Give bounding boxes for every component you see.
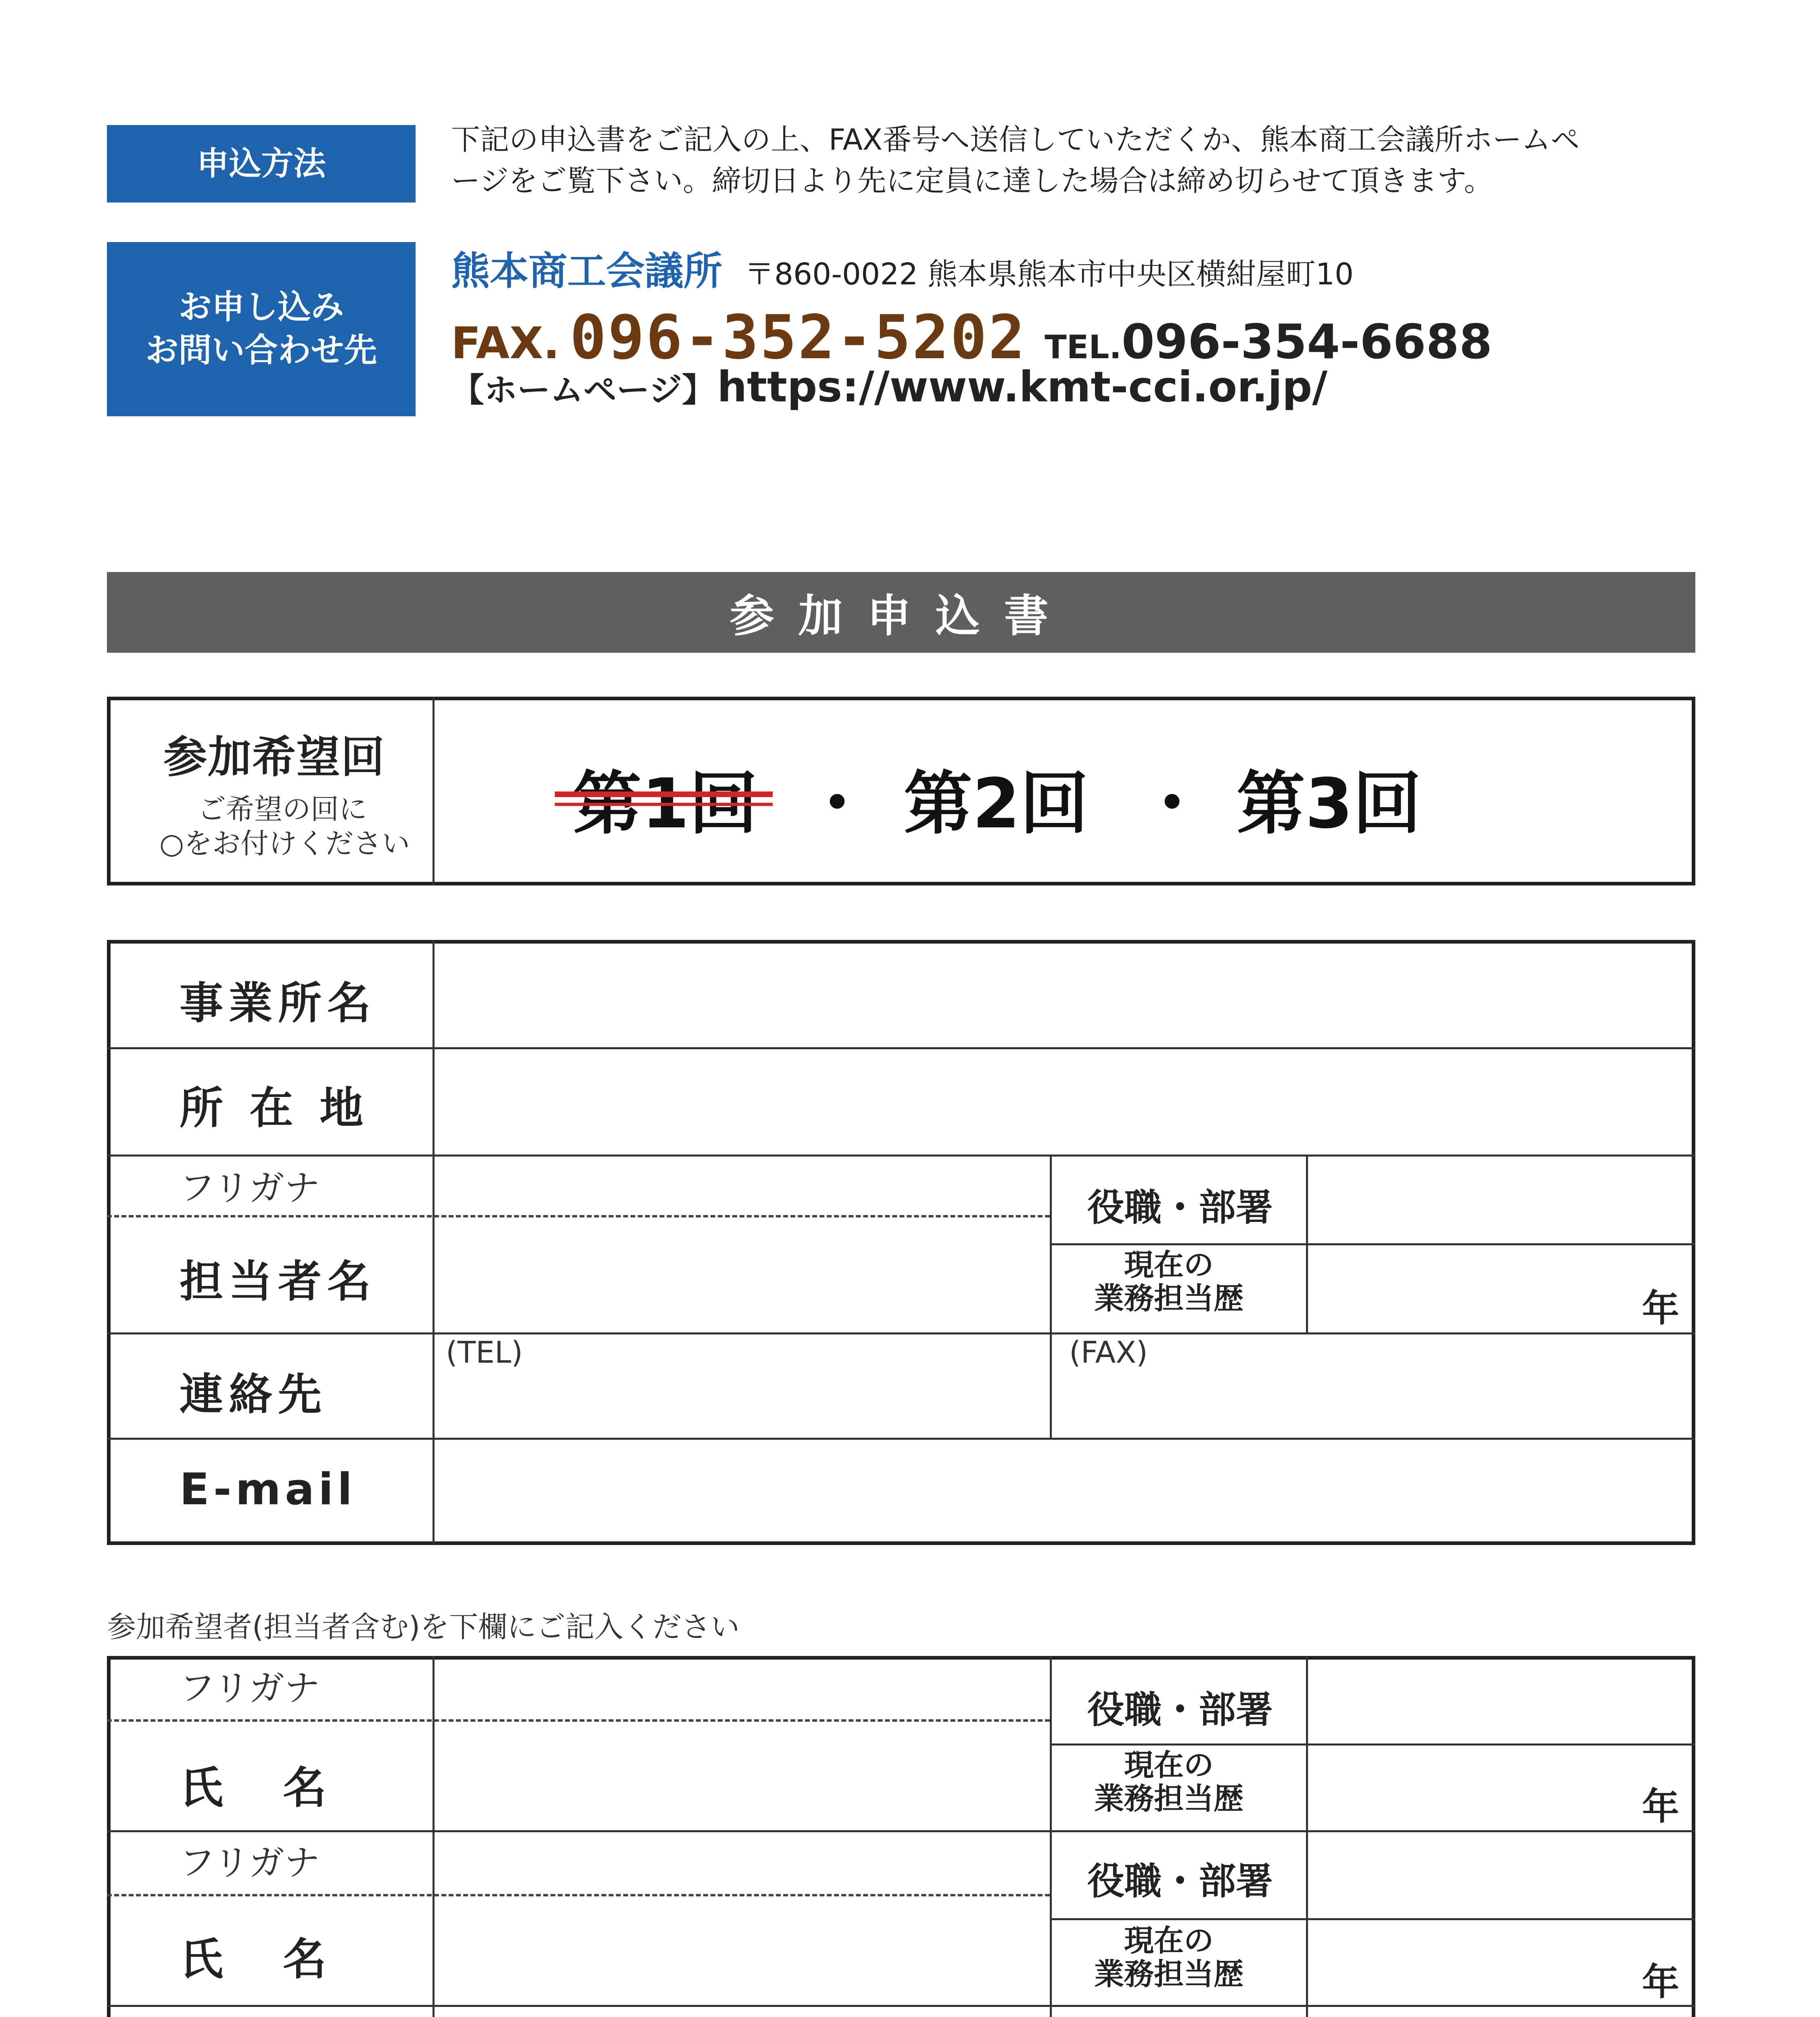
fax-prefix: FAX. [451, 318, 560, 369]
participant-2-name-input[interactable] [436, 1897, 1049, 2004]
participant-1-experience-label-2: 業務担当歴 [1094, 1781, 1243, 1816]
participant-1-name-input[interactable] [436, 1723, 1049, 1829]
participant-1-year-unit: 年 [1642, 1785, 1680, 1828]
person-position-label: 役職・部署 [1087, 1186, 1273, 1229]
email-input[interactable] [436, 1440, 1690, 1542]
person-furigana-dash [107, 1215, 1050, 1217]
contact-label: 連絡先 [180, 1370, 328, 1420]
participants-mid-divider [1050, 1656, 1052, 2017]
contact-label-line-1: お申し込み [178, 288, 344, 327]
location-input[interactable] [436, 1049, 1690, 1155]
session-option-3[interactable]: 第3回 [1237, 764, 1422, 844]
tel-number[interactable]: 096-354-6688 [1121, 314, 1492, 370]
location-label: 所 在 地 [180, 1083, 369, 1134]
homepage-url[interactable]: https://www.kmt-cci.or.jp/ [717, 362, 1328, 411]
method-text [451, 119, 1734, 201]
fax-input[interactable] [1053, 1335, 1690, 1438]
participant-3-furigana-label [180, 2011, 320, 2017]
participants-label-divider [433, 1656, 435, 2017]
person-position-input[interactable] [1309, 1157, 1690, 1242]
session-option-1[interactable] [573, 748, 758, 847]
homepage-label: 【ホームページ】 [451, 371, 715, 409]
session-divider [433, 697, 435, 885]
session-separator-2: ・ [1138, 764, 1207, 844]
person-experience-label [1094, 1249, 1243, 1315]
person-name-input[interactable] [436, 1218, 1049, 1332]
participant-1-dash [107, 1719, 1050, 1722]
contact-label-line-2: お問い合わせ先 [145, 331, 377, 370]
session-separator-1: ・ [803, 764, 872, 844]
person-experience-label-1: 現在の [1124, 1248, 1214, 1282]
participants-right-divider [1306, 1656, 1308, 2017]
participant-1-experience-label [1094, 1749, 1243, 1816]
participant-1-position-label: 役職・部署 [1087, 1688, 1273, 1731]
person-name-label: 担当者名 [180, 1257, 377, 1307]
org-address: 〒860-0022 熊本県熊本市中央区横紺屋町10 [744, 257, 1354, 292]
participant-3-position-input[interactable] [1309, 2008, 1690, 2017]
session-1-strikethrough-2 [555, 803, 773, 806]
session-hint-line-1: ご希望の回に [198, 793, 367, 826]
tel-input[interactable] [436, 1335, 1049, 1438]
participant-2-position-label: 役職・部署 [1087, 1860, 1273, 1903]
participant-row-line-2 [107, 2005, 1695, 2007]
row-line-3 [107, 1332, 1695, 1334]
participant-1-name-label: 氏 名 [180, 1763, 335, 1813]
method-text-line-2: ージをご覧下さい。締切日より先に定員に達した場合は締め切らせて頂きます。 [451, 164, 1493, 198]
email-label: E-mail [180, 1464, 357, 1515]
participant-2-year-unit: 年 [1642, 1961, 1680, 2004]
company-input[interactable] [436, 944, 1690, 1047]
homepage-line [451, 362, 1327, 411]
participant-2-position-input[interactable] [1309, 1833, 1690, 1917]
participant-3-furigana-input[interactable] [436, 2008, 1049, 2017]
method-label: 申込方法 [196, 145, 326, 182]
participant-1-position-input[interactable] [1309, 1659, 1690, 1743]
participant-1-experience-label-1: 現在の [1124, 1748, 1214, 1783]
session-option-2[interactable]: 第2回 [904, 764, 1089, 844]
participant-2-furigana-label: フリガナ [180, 1842, 320, 1883]
form-title: 参加申込書 [107, 572, 1695, 653]
method-text-line-1: 下記の申込書をご記入の上、FAX番号へ送信していただくか、熊本商工会議所ホームペ [451, 123, 1580, 157]
participant-2-experience-label-2: 業務担当歴 [1094, 1956, 1243, 1992]
person-furigana-input[interactable] [436, 1157, 1049, 1214]
participant-1-furigana-input[interactable] [436, 1659, 1049, 1717]
session-1-strikethrough [555, 791, 773, 797]
org-line [451, 240, 1354, 296]
person-furigana-label: フリガナ [180, 1167, 320, 1209]
contact-label-box [107, 242, 416, 416]
participant-2-right-line [1050, 1918, 1695, 1920]
participant-2-experience-label [1094, 1924, 1243, 1991]
participant-row-line-1 [107, 1830, 1695, 1832]
participant-2-furigana-input[interactable] [436, 1833, 1049, 1892]
participants-note: 参加希望者(担当者含む)を下欄にご記入ください [107, 1610, 740, 1644]
person-experience-label-2: 業務担当歴 [1094, 1281, 1243, 1316]
fax-number[interactable]: 096-352-5202 [570, 303, 1027, 373]
tel-prefix: TEL. [1045, 328, 1122, 366]
participant-2-experience-label-1: 現在の [1124, 1923, 1214, 1958]
company-label: 事業所名 [180, 978, 377, 1029]
participant-1-furigana-label: フリガナ [180, 1667, 320, 1709]
person-mid-divider [1050, 1155, 1052, 1438]
method-label-box [107, 125, 416, 203]
person-experience-input[interactable] [1309, 1245, 1624, 1332]
tel-field-label: (TEL) [446, 1335, 523, 1370]
applicant-label-divider [433, 940, 435, 1545]
session-hint-line-2: ○をお付けください [159, 827, 410, 860]
session-label: 参加希望回 [163, 732, 386, 783]
participant-1-experience-input[interactable] [1309, 1746, 1624, 1829]
person-year-unit: 年 [1642, 1287, 1680, 1330]
org-name: 熊本商工会議所 [451, 248, 722, 294]
participant-2-dash [107, 1894, 1050, 1896]
participant-1-right-line [1050, 1743, 1695, 1746]
participant-2-experience-input[interactable] [1309, 1921, 1624, 2004]
participant-2-name-label: 氏 名 [180, 1934, 335, 1985]
row-line-4 [107, 1438, 1695, 1440]
fax-field-label: (FAX) [1069, 1335, 1148, 1370]
